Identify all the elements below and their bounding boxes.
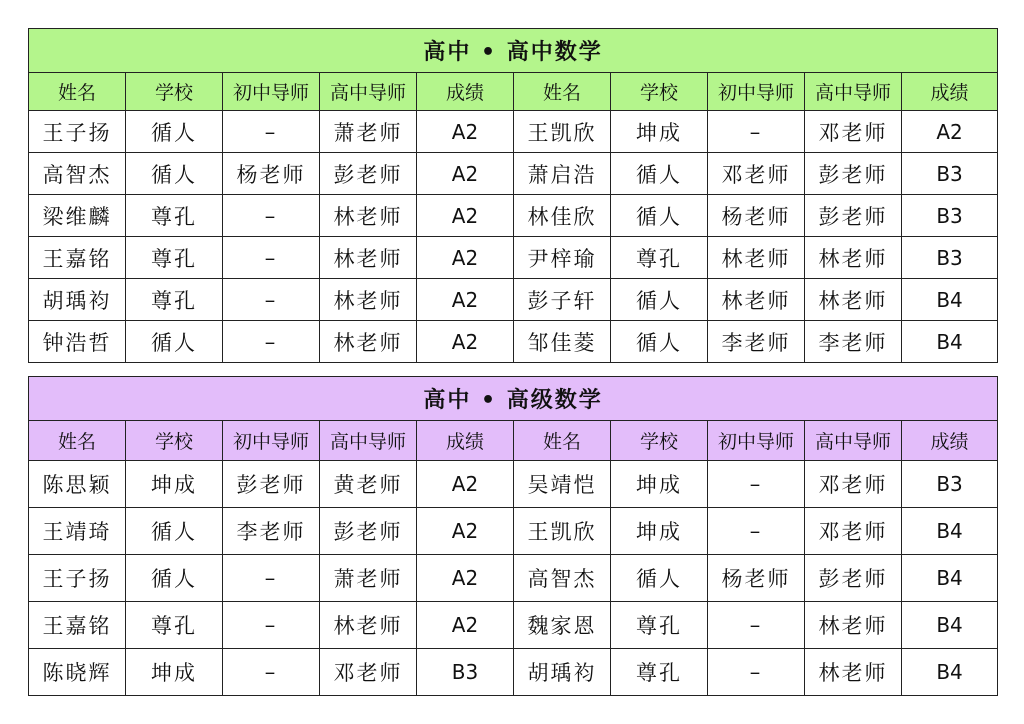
table-cell: – <box>223 649 320 696</box>
table-cell: 坤成 <box>611 111 708 153</box>
column-header: 姓名 <box>29 73 126 111</box>
column-header: 初中导师 <box>223 73 320 111</box>
table-cell: 邓老师 <box>805 111 902 153</box>
table-cell: 彭老师 <box>805 555 902 602</box>
table-cell: 彭老师 <box>320 153 417 195</box>
table-cell: 彭老师 <box>320 508 417 555</box>
table-cell: 林老师 <box>320 279 417 321</box>
score-cell: A2 <box>417 508 514 555</box>
advanced-math-table <box>28 376 998 696</box>
table-cell: 李老师 <box>223 508 320 555</box>
table-cell: 循人 <box>126 508 223 555</box>
table-cell: 循人 <box>611 321 708 363</box>
table-cell: 循人 <box>126 153 223 195</box>
table-cell: 循人 <box>611 555 708 602</box>
score-cell: A2 <box>417 111 514 153</box>
table-title: 高中 • 高级数学 <box>29 377 998 421</box>
column-header: 姓名 <box>29 421 126 461</box>
table-cell: 邓老师 <box>320 649 417 696</box>
table-cell: 林老师 <box>708 237 805 279</box>
column-header: 高中导师 <box>805 421 902 461</box>
score-cell: B3 <box>902 237 998 279</box>
table-cell: 林老师 <box>320 237 417 279</box>
table-cell: 高智杰 <box>514 555 611 602</box>
table-cell: 尊孔 <box>611 602 708 649</box>
table-cell: 王子扬 <box>29 111 126 153</box>
table-cell: – <box>708 602 805 649</box>
table-cell: 陈晓辉 <box>29 649 126 696</box>
column-header: 高中导师 <box>320 73 417 111</box>
score-cell: A2 <box>417 279 514 321</box>
score-cell: B3 <box>902 461 998 508</box>
column-header: 学校 <box>611 421 708 461</box>
table-cell: 高智杰 <box>29 153 126 195</box>
score-cell: A2 <box>417 321 514 363</box>
table-cell: 尊孔 <box>611 649 708 696</box>
column-header: 学校 <box>126 73 223 111</box>
table-cell: 彭老师 <box>223 461 320 508</box>
score-cell: B3 <box>902 195 998 237</box>
table-cell: 林老师 <box>708 279 805 321</box>
column-header: 初中导师 <box>708 421 805 461</box>
table-cell: 邓老师 <box>708 153 805 195</box>
table-row <box>29 461 998 508</box>
table-cell: 尊孔 <box>126 279 223 321</box>
table-cell: 邓老师 <box>805 508 902 555</box>
table-cell: 尊孔 <box>126 195 223 237</box>
table-cell: 循人 <box>126 321 223 363</box>
table-cell: 王子扬 <box>29 555 126 602</box>
table-cell: 林老师 <box>805 237 902 279</box>
table-cell: 钟浩哲 <box>29 321 126 363</box>
table-cell: 魏家恩 <box>514 602 611 649</box>
table-cell: 尹梓瑜 <box>514 237 611 279</box>
table-cell: 王凯欣 <box>514 111 611 153</box>
table-cell: 循人 <box>611 153 708 195</box>
score-cell: B3 <box>902 153 998 195</box>
table-cell: 黄老师 <box>320 461 417 508</box>
table-cell: 萧启浩 <box>514 153 611 195</box>
table-row <box>29 111 998 153</box>
score-cell: B3 <box>417 649 514 696</box>
table-cell: 彭老师 <box>805 195 902 237</box>
table-cell: 林老师 <box>320 602 417 649</box>
table-cell: 萧老师 <box>320 555 417 602</box>
column-header: 姓名 <box>514 421 611 461</box>
score-cell: A2 <box>902 111 998 153</box>
score-cell: B4 <box>902 649 998 696</box>
table-cell: 李老师 <box>708 321 805 363</box>
table-cell: 循人 <box>611 195 708 237</box>
table-cell: – <box>223 279 320 321</box>
column-header: 成绩 <box>417 421 514 461</box>
table-cell: – <box>223 602 320 649</box>
table-row <box>29 602 998 649</box>
table-cell: 王靖琦 <box>29 508 126 555</box>
table-cell: 尊孔 <box>126 602 223 649</box>
table-row <box>29 195 998 237</box>
column-header: 成绩 <box>417 73 514 111</box>
table-row <box>29 508 998 555</box>
column-header: 初中导师 <box>708 73 805 111</box>
table-row <box>29 555 998 602</box>
table-cell: 杨老师 <box>223 153 320 195</box>
table-cell: 陈思颖 <box>29 461 126 508</box>
table-cell: 坤成 <box>611 508 708 555</box>
table-cell: 林佳欣 <box>514 195 611 237</box>
table-cell: 坤成 <box>126 461 223 508</box>
table-cell: 循人 <box>126 555 223 602</box>
table-cell: – <box>708 508 805 555</box>
score-cell: A2 <box>417 153 514 195</box>
table-cell: 杨老师 <box>708 555 805 602</box>
table-cell: 彭老师 <box>805 153 902 195</box>
table-cell: 杨老师 <box>708 195 805 237</box>
column-header: 学校 <box>611 73 708 111</box>
table-cell: 林老师 <box>805 649 902 696</box>
table-cell: 萧老师 <box>320 111 417 153</box>
table-cell: 循人 <box>126 111 223 153</box>
column-header: 姓名 <box>514 73 611 111</box>
table-cell: 邓老师 <box>805 461 902 508</box>
column-header: 成绩 <box>902 421 998 461</box>
score-cell: A2 <box>417 195 514 237</box>
column-header: 成绩 <box>902 73 998 111</box>
table-cell: 林老师 <box>805 279 902 321</box>
score-cell: B4 <box>902 508 998 555</box>
score-cell: A2 <box>417 237 514 279</box>
table-cell: 王嘉铭 <box>29 602 126 649</box>
score-cell: A2 <box>417 461 514 508</box>
score-cell: B4 <box>902 602 998 649</box>
score-cell: B4 <box>902 279 998 321</box>
table-cell: 胡瑀袀 <box>514 649 611 696</box>
table-cell: – <box>223 111 320 153</box>
column-header: 学校 <box>126 421 223 461</box>
header-row <box>29 73 998 111</box>
table-cell: 林老师 <box>320 195 417 237</box>
table-title: 高中 • 高中数学 <box>29 29 998 73</box>
table-cell: – <box>223 237 320 279</box>
table-cell: – <box>708 111 805 153</box>
table-row <box>29 321 998 363</box>
table-cell: 梁维麟 <box>29 195 126 237</box>
header-row <box>29 421 998 461</box>
table-row <box>29 153 998 195</box>
table-cell: – <box>223 555 320 602</box>
column-header: 高中导师 <box>320 421 417 461</box>
table-cell: 尊孔 <box>611 237 708 279</box>
high-school-math-table <box>28 28 998 363</box>
table-cell: 王嘉铭 <box>29 237 126 279</box>
table-cell: 坤成 <box>611 461 708 508</box>
table-cell: 王凯欣 <box>514 508 611 555</box>
score-cell: A2 <box>417 555 514 602</box>
table-cell: 尊孔 <box>126 237 223 279</box>
table-cell: – <box>708 649 805 696</box>
table-cell: 林老师 <box>805 602 902 649</box>
score-cell: B4 <box>902 321 998 363</box>
table-row <box>29 237 998 279</box>
column-header: 高中导师 <box>805 73 902 111</box>
table-cell: 李老师 <box>805 321 902 363</box>
table-cell: 林老师 <box>320 321 417 363</box>
table-row <box>29 649 998 696</box>
table-cell: 邹佳菱 <box>514 321 611 363</box>
table-cell: 胡瑀袀 <box>29 279 126 321</box>
score-cell: B4 <box>902 555 998 602</box>
table-cell: – <box>223 195 320 237</box>
table-cell: 循人 <box>611 279 708 321</box>
table-cell: 吴靖恺 <box>514 461 611 508</box>
score-cell: A2 <box>417 602 514 649</box>
table-cell: 彭子轩 <box>514 279 611 321</box>
table-cell: – <box>223 321 320 363</box>
table-row <box>29 279 998 321</box>
column-header: 初中导师 <box>223 421 320 461</box>
table-cell: 坤成 <box>126 649 223 696</box>
table-cell: – <box>708 461 805 508</box>
